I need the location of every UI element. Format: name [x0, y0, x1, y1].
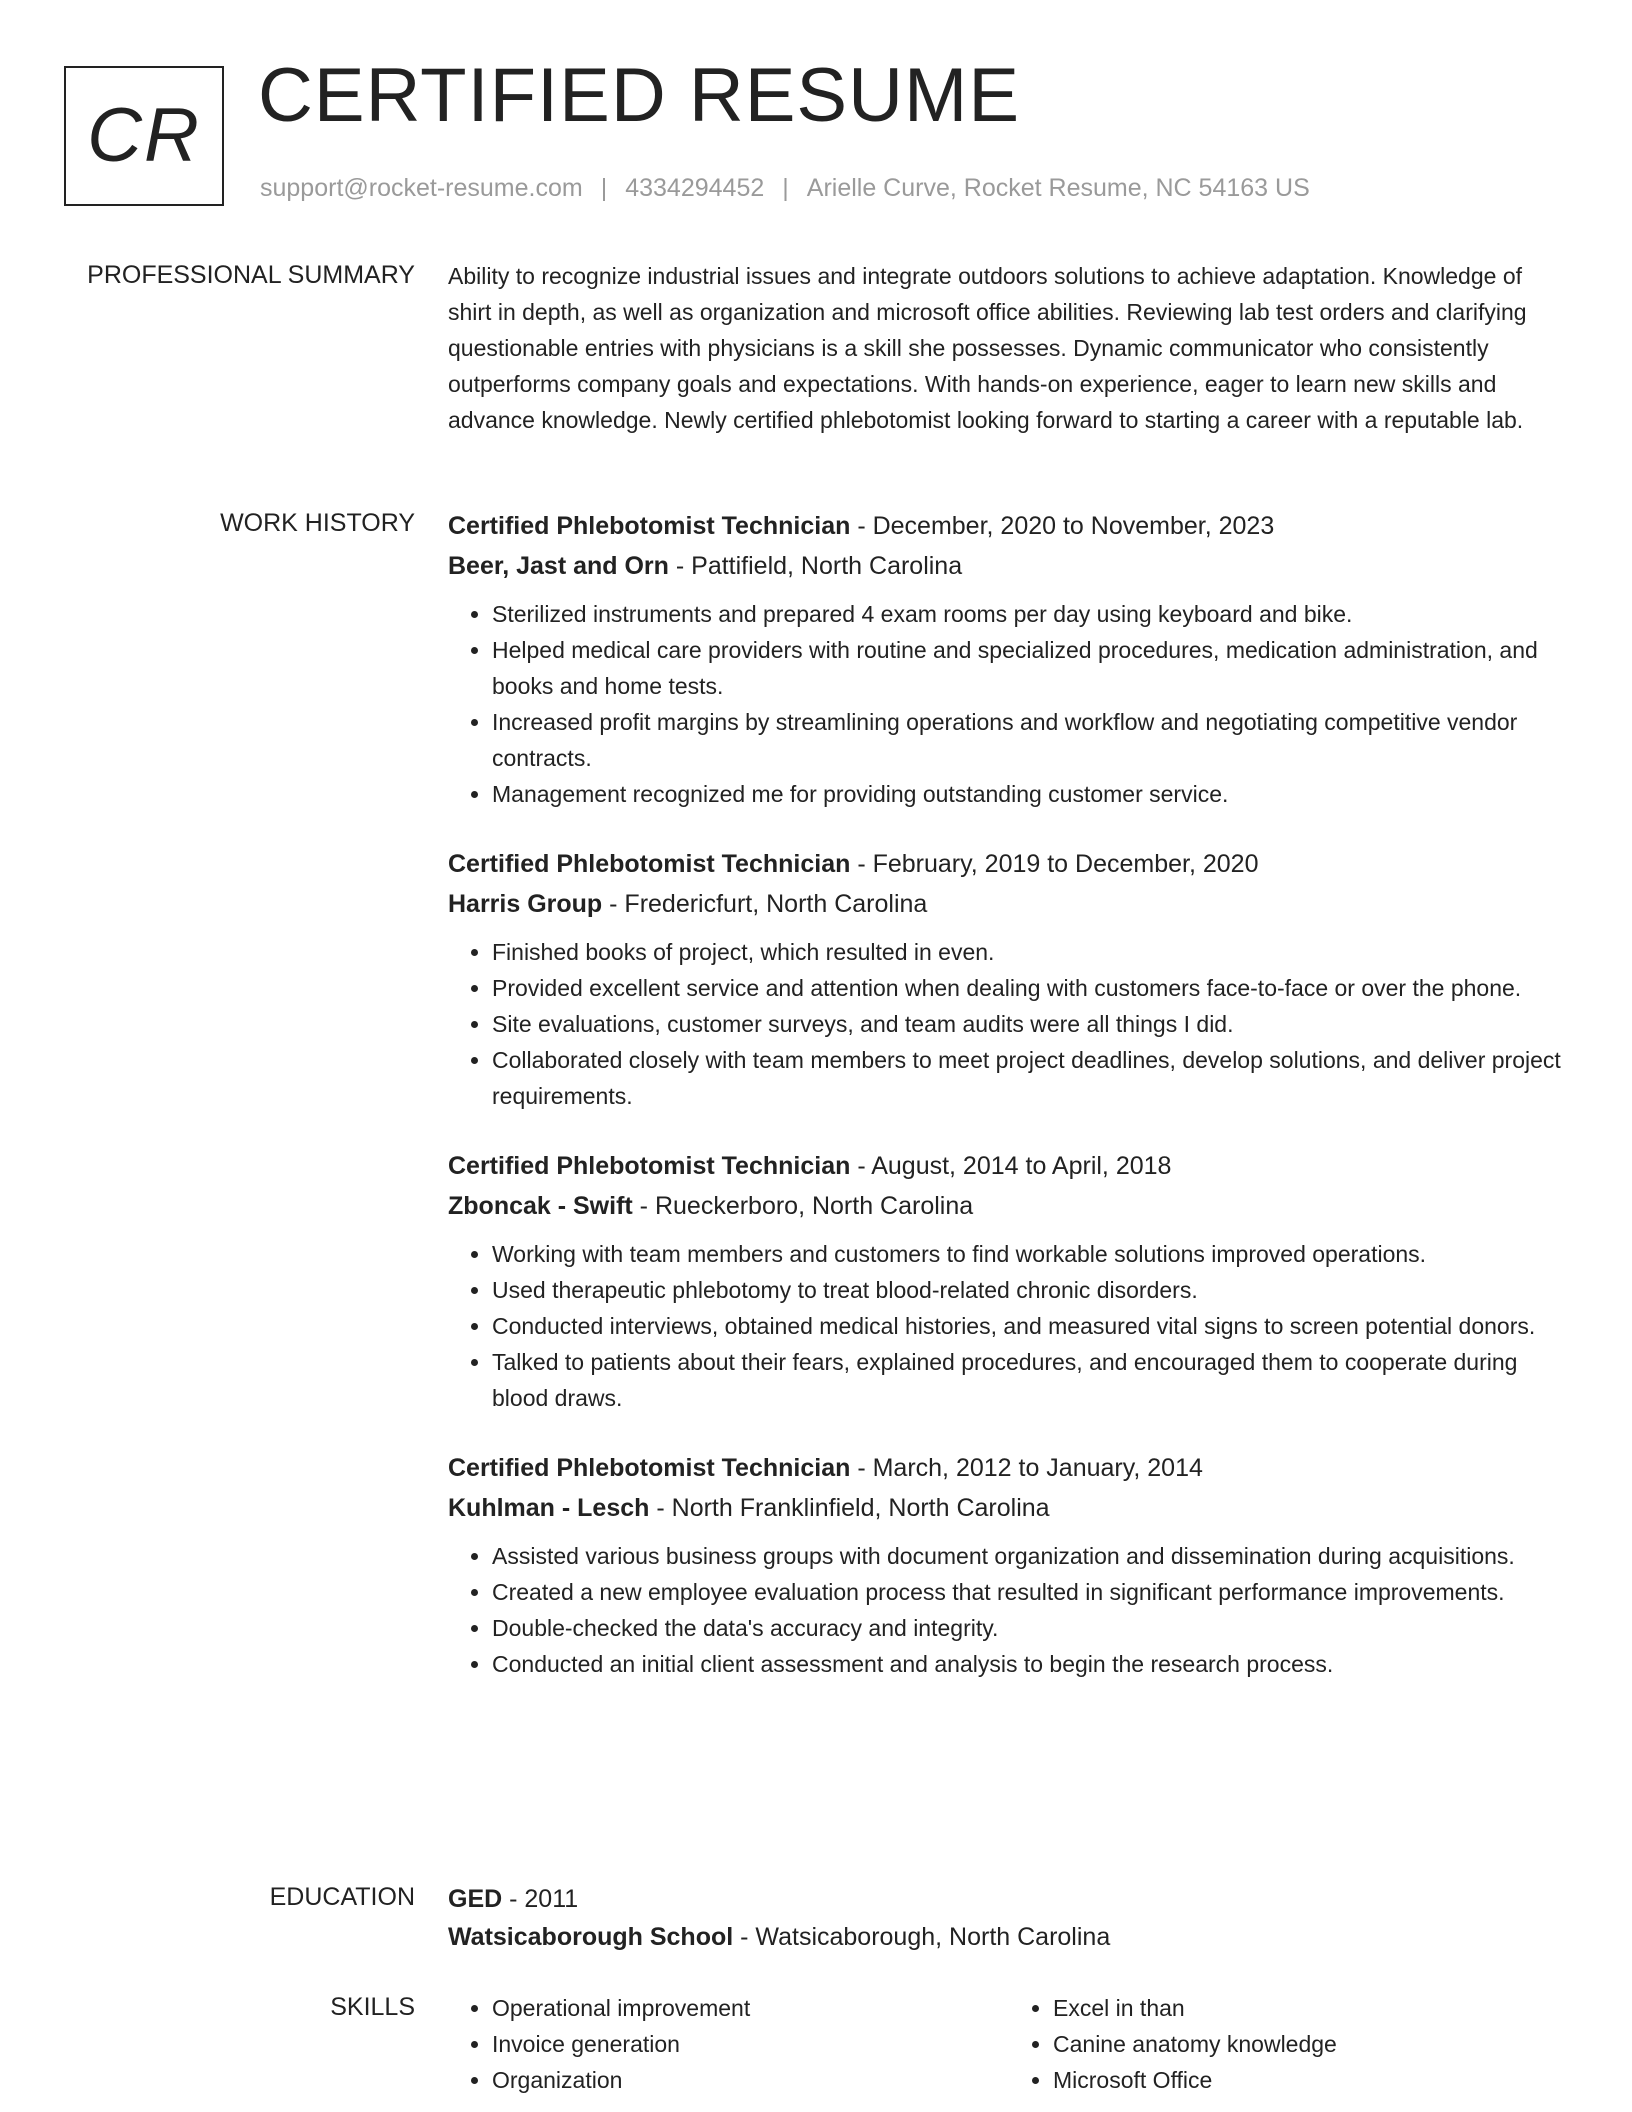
- education-degree: GED: [448, 1885, 503, 1913]
- monogram-logo: [64, 66, 224, 206]
- skill-item: • Microsoft Office: [1053, 2062, 1570, 2098]
- skills-columns: [448, 1990, 1570, 2098]
- skill-item: • Excel in than: [1053, 1990, 1570, 2026]
- job-bullet: • Conducted an initial client assessment and analysis to begin the research process.: [492, 1646, 1570, 1682]
- job-entry: [448, 506, 1570, 812]
- skill-item: • Invoice generation: [492, 2026, 1009, 2062]
- job-title-line: [448, 1448, 1570, 1488]
- job-title-line: [448, 844, 1570, 884]
- job-bullets: [448, 1538, 1570, 1682]
- summary-body: [448, 258, 1570, 438]
- job-title-line: [448, 506, 1570, 546]
- summary-text: Ability to recognize industrial issues and integrate outdoors solutions to achieve adaptation. Knowledge of shirt in depth, as well as organization and microsoft office abilities. Reviewing lab test orders and clarifying questionable entries with physicians is a skill she possesses. Dynamic communicator who consistently outperforms company goals and expectations. With hands-on experience, eager to learn new skills and advance knowledge. Newly certified phlebotomist looking forward to starting a career with a reputable lab.: [448, 263, 1527, 433]
- monogram-text: CR: [87, 93, 201, 178]
- education-degree-line: [448, 1880, 1570, 1918]
- job-dates: - March, 2012 to January, 2014: [850, 1454, 1203, 1482]
- job-company: Beer, Jast and Orn: [448, 552, 669, 580]
- skills-body: [448, 1990, 1570, 2098]
- skills-column-right: [1009, 1990, 1570, 2098]
- job-bullet: • Double-checked the data's accuracy and integrity.: [492, 1610, 1570, 1646]
- job-bullet: • Used therapeutic phlebotomy to treat blood-related chronic disorders.: [492, 1272, 1570, 1308]
- section-title-summary: PROFESSIONAL SUMMARY: [87, 261, 415, 289]
- job-company-line: [448, 1186, 1570, 1226]
- education-school-line: [448, 1918, 1570, 1956]
- work-history-body: [448, 506, 1570, 1714]
- contact-line: [260, 176, 1310, 201]
- job-role: Certified Phlebotomist Technician: [448, 1454, 851, 1482]
- contact-address: Arielle Curve, Rocket Resume, NC 54163 US: [806, 174, 1310, 202]
- job-location: - Pattifield, North Carolina: [668, 552, 963, 580]
- job-location: - North Franklinfield, North Carolina: [649, 1494, 1050, 1522]
- job-company-line: [448, 546, 1570, 586]
- education-body: [448, 1880, 1570, 1956]
- skill-item: • Organization: [492, 2062, 1009, 2098]
- skill-item: • Canine anatomy knowledge: [1053, 2026, 1570, 2062]
- resume-name: CERTIFIED RESUME: [258, 53, 1021, 138]
- job-company: Harris Group: [448, 890, 603, 918]
- contact-email[interactable]: support@rocket-resume.com: [260, 174, 583, 202]
- section-title-work-history: WORK HISTORY: [220, 509, 415, 537]
- section-title-skills: SKILLS: [330, 1993, 415, 2021]
- skill-item: • Operational improvement: [492, 1990, 1009, 2026]
- job-entry: [448, 844, 1570, 1114]
- job-role: Certified Phlebotomist Technician: [448, 1152, 851, 1180]
- job-company-line: [448, 884, 1570, 924]
- education-school: Watsicaborough School: [448, 1923, 734, 1951]
- education-location: - Watsicaborough, North Carolina: [733, 1923, 1111, 1951]
- contact-phone[interactable]: 4334294452: [625, 174, 765, 202]
- job-bullet: • Collaborated closely with team members to meet project deadlines, develop solutions, and deliver project requirements.: [492, 1042, 1570, 1114]
- job-bullet: • Talked to patients about their fears, explained procedures, and encouraged them to cooperate during blood draws.: [492, 1344, 1570, 1416]
- job-location: - Rueckerboro, North Carolina: [632, 1192, 974, 1220]
- job-bullets: [448, 1236, 1570, 1416]
- job-company-line: [448, 1488, 1570, 1528]
- job-bullet: • Sterilized instruments and prepared 4 exam rooms per day using keyboard and bike.: [492, 596, 1570, 632]
- job-bullet: • Helped medical care providers with routine and specialized procedures, medication administration, and books and home tests.: [492, 632, 1570, 704]
- job-bullet: • Assisted various business groups with document organization and dissemination during acquisitions.: [492, 1538, 1570, 1574]
- job-dates: - February, 2019 to December, 2020: [850, 850, 1259, 878]
- job-bullets: [448, 596, 1570, 812]
- job-dates: - December, 2020 to November, 2023: [850, 512, 1275, 540]
- job-title-line: [448, 1146, 1570, 1186]
- contact-separator: |: [600, 174, 608, 202]
- skills-column-left: [448, 1990, 1009, 2098]
- job-company: Zboncak - Swift: [448, 1192, 633, 1220]
- job-role: Certified Phlebotomist Technician: [448, 512, 851, 540]
- job-bullet: • Provided excellent service and attention when dealing with customers face-to-face or over the phone.: [492, 970, 1570, 1006]
- contact-separator: |: [782, 174, 789, 202]
- job-bullet: • Site evaluations, customer surveys, and team audits were all things I did.: [492, 1006, 1570, 1042]
- job-bullet: • Management recognized me for providing outstanding customer service.: [492, 776, 1570, 812]
- job-location: - Fredericfurt, North Carolina: [602, 890, 928, 918]
- job-bullet: • Finished books of project, which resulted in even.: [492, 934, 1570, 970]
- job-bullet: • Conducted interviews, obtained medical histories, and measured vital signs to screen potential donors.: [492, 1308, 1570, 1344]
- job-dates: - August, 2014 to April, 2018: [850, 1152, 1172, 1180]
- education-year: - 2011: [502, 1885, 579, 1913]
- job-bullet: • Increased profit margins by streamlining operations and workflow and negotiating competitive vendor contracts.: [492, 704, 1570, 776]
- job-bullet: • Working with team members and customers to find workable solutions improved operations.: [492, 1236, 1570, 1272]
- job-company: Kuhlman - Lesch: [448, 1494, 650, 1522]
- section-title-education: EDUCATION: [269, 1883, 415, 1911]
- job-entry: [448, 1146, 1570, 1416]
- job-bullets: [448, 934, 1570, 1114]
- job-bullet: • Created a new employee evaluation process that resulted in significant performance improvements.: [492, 1574, 1570, 1610]
- job-entry: [448, 1448, 1570, 1682]
- job-role: Certified Phlebotomist Technician: [448, 850, 851, 878]
